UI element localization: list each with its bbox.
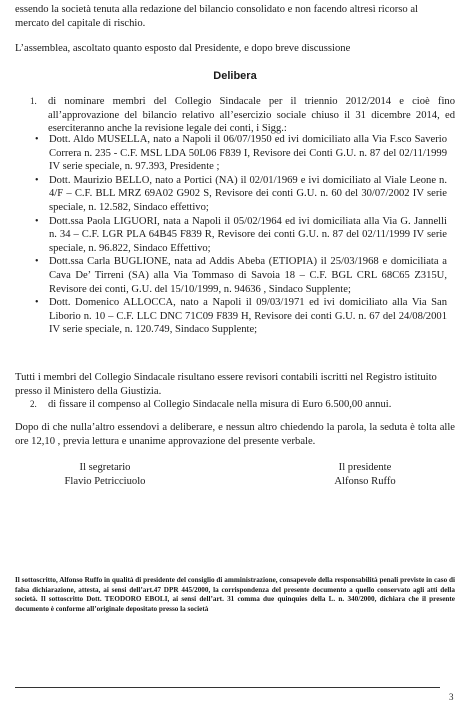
president-signature xyxy=(290,461,440,488)
list-item xyxy=(15,133,447,174)
bullet-icon: • xyxy=(35,215,39,227)
bullet-icon: • xyxy=(35,134,39,145)
item-text: di nominare membri del Collegio Sindacale per il triennio 2012/2014 e cioè fino all’approvazione del bilancio relativo all’esercizio sociale chiuso il 31 dicembre 2014, ed eserciteranno anche la revisione legale dei conti, i Sigg.: xyxy=(48,96,455,135)
intro-paragraph xyxy=(15,3,455,30)
member-text: Dott. Domenico ALLOCCA, nato a Napoli il 09/03/1971 ed ivi domiciliato alla Via San Liborio n. 10 – C.F. LLC DNC 71C09 F839 H, Revisore dei conti G.U. n. 67 del 24/08/2001 IV serie speciale, n. 120.749, Sindaco Supplente; xyxy=(49,297,447,336)
secretary-title: Il segretario xyxy=(79,462,131,473)
footer-divider xyxy=(15,687,440,688)
bullet-icon: • xyxy=(35,174,39,186)
bullet-icon: • xyxy=(35,297,39,309)
president-title: Il presidente xyxy=(338,462,392,473)
item-number: 1. xyxy=(30,96,37,106)
list-item xyxy=(15,296,447,337)
bullet-icon: • xyxy=(35,256,39,268)
president-name: Alfonso Ruffo xyxy=(334,475,396,487)
member-text: Dott. Maurizio BELLO, nato a Portici (NA) il 02/01/1969 e ivi domiciliato al Viale Leone n. 4/F – C.F. BLL MRZ 69A02 G902 S, Revisore dei conti G.U. n. 60 del 30/07/2002 IV serie speciale, n. 12.582, Sindaco effettivo; xyxy=(49,174,447,213)
member-text: Dott.ssa Carla BUGLIONE, nata ad Addis Abeba (ETIOPIA) il 25/03/1968 e domiciliata a Cava De’ Tirreni (SA) alla Via Tommaso di Savoia 18 – C.F. BGL CRL 68C65 Z315U, Revisore dei conti, G.U. del 15/10/1999, n. 94636 , Sindaco Supplente; xyxy=(49,256,447,295)
deliberation-heading: Delibera xyxy=(213,70,257,82)
item-text: di fissare il compenso al Collegio Sindacale nella misura di Euro 6.500,00 annui. xyxy=(48,399,392,410)
page-number: 3 xyxy=(449,692,454,702)
secretary-name: Flavio Petricciuolo xyxy=(64,475,146,487)
member-text: Dott. Aldo MUSELLA, nato a Napoli il 06/07/1950 ed ivi domiciliato alla Via F.sco Saverio Correra n. 235 - C.F. MSL LDA 50L06 F839 I, Revisore dei Conti G.U. n. 87 del 02/11/1999 IV serie speciale, n. 97.393, Presidente ; xyxy=(49,134,447,173)
board-members-list xyxy=(15,133,447,337)
secretary-signature xyxy=(30,461,180,488)
list-item xyxy=(15,255,447,296)
list-item xyxy=(15,215,447,256)
closing-paragraph: Dopo di che nulla’altro essendovi a deliberare, e nessun altro chiedendo la parola, la seduta è tolta alle ore 12,10 , previa lettura e unanime approvazione del presente verbale. xyxy=(15,422,455,447)
resolution-item-1 xyxy=(30,95,455,136)
resolution-item-2 xyxy=(30,398,455,412)
list-item xyxy=(15,174,447,215)
members-note: Tutti i membri del Collegio Sindacale risultano essere revisori contabili iscritti nel Registro istituito presso il Ministero della Giustizia. xyxy=(15,372,437,397)
intro-line-2: mercato del capitale di rischio. xyxy=(15,17,146,29)
assembly-paragraph: L’assemblea, ascoltato quanto esposto dal Presidente, e dopo breve discussione xyxy=(15,43,351,54)
certification-statement: Il sottoscritto, Alfonso Ruffo in qualità di presidente del consiglio di amministrazione, consapevole della responsabilità penali previste in caso di falsa dichiarazione, attesta, ai sensi dell’art.47 DPR 445/2000, la corrispondenza del presente documento a quello conservato agli atti della società. Il sottoscritto Dott. TEODORO EBOLI, ai sensi dell’art. 31 comma due quinquies della L. n. 340/2000, dichiara che il presente documento è conforme all’originale depositato presso la società xyxy=(15,576,455,613)
member-text: Dott.ssa Paola LIGUORI, nata a Napoli il 05/02/1964 ed ivi domiciliata alla Via G. Jannelli n. 34 – C.F. LGR PLA 64B45 F839 R, Revisore dei conti G.U. n. 87 del 02/11/1999 IV serie speciale, n. 96.822, Sindaco Effettivo; xyxy=(49,215,447,254)
item-number: 2. xyxy=(30,399,37,409)
intro-line-1: essendo la società tenuta alla redazione del bilancio consolidato e non facendo altresì ricorso al xyxy=(15,4,418,15)
